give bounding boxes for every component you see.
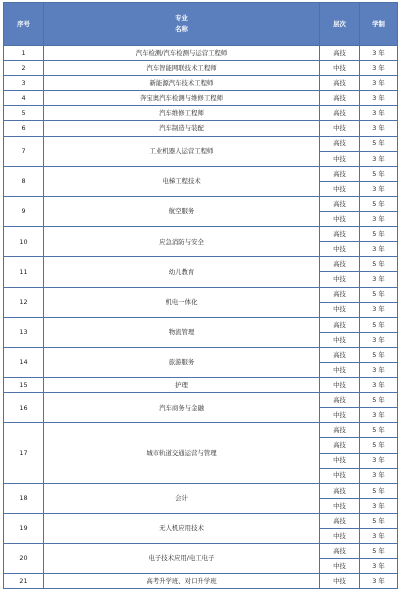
cell-level: 高技 [320,227,360,242]
cell-years: 5 年 [360,393,398,408]
table-row [4,61,398,76]
cell-seq: 4 [4,91,44,106]
cell-level: 中技 [320,242,360,257]
cell-level: 高技 [320,347,360,362]
cell-seq: 14 [4,347,44,377]
cell-seq: 17 [4,423,44,483]
cell-years: 5 年 [360,438,398,453]
table-row [4,76,398,91]
cell-major-name: 航空服务 [44,196,320,226]
table-body [4,46,398,589]
cell-major-name: 汽车智能网联技术工程师 [44,61,320,76]
cell-years: 3 年 [360,106,398,121]
cell-level: 高技 [320,136,360,151]
cell-major-name: 汽车维修工程师 [44,106,320,121]
cell-level: 中技 [320,453,360,468]
cell-years: 5 年 [360,483,398,498]
cell-years: 3 年 [360,332,398,347]
cell-major-name: 汽车检测/汽车检测与运营工程师 [44,46,320,61]
table-row [4,136,398,151]
cell-level: 高技 [320,423,360,438]
cell-level: 中技 [320,61,360,76]
cell-seq: 20 [4,544,44,574]
table-row [4,393,398,408]
cell-major-name: 城市轨道交通运营与管理 [44,423,320,483]
cell-seq: 3 [4,76,44,91]
cell-level: 高技 [320,166,360,181]
cell-major-name: 汽车制造与装配 [44,121,320,136]
majors-table [3,2,398,589]
cell-level: 高技 [320,91,360,106]
cell-level: 高技 [320,513,360,528]
table-row [4,46,398,61]
cell-level: 中技 [320,332,360,347]
cell-years: 5 年 [360,196,398,211]
table-row [4,106,398,121]
cell-years: 3 年 [360,498,398,513]
cell-level: 中技 [320,151,360,166]
cell-years: 3 年 [360,61,398,76]
table-row [4,196,398,211]
cell-years: 5 年 [360,136,398,151]
cell-major-name: 工业机器人运营工程师 [44,136,320,166]
cell-level: 高技 [320,483,360,498]
cell-level: 中技 [320,362,360,377]
cell-seq: 5 [4,106,44,121]
cell-major-name: 物流管理 [44,317,320,347]
table-row [4,91,398,106]
cell-seq: 13 [4,317,44,347]
cell-major-name: 会计 [44,483,320,513]
header-major [44,3,320,46]
cell-major-name: 幼儿教育 [44,257,320,287]
cell-seq: 18 [4,483,44,513]
cell-years: 3 年 [360,408,398,423]
cell-level: 中技 [320,212,360,227]
cell-seq: 16 [4,393,44,423]
cell-seq: 6 [4,121,44,136]
cell-seq: 2 [4,61,44,76]
cell-years: 3 年 [360,46,398,61]
cell-years: 3 年 [360,362,398,377]
cell-years: 3 年 [360,559,398,574]
cell-years: 5 年 [360,513,398,528]
header-seq: 序号 [4,3,44,46]
cell-major-name: 奔宝奥汽车检测与维修工程师 [44,91,320,106]
header-level: 层次 [320,3,360,46]
cell-level: 高技 [320,438,360,453]
table-row [4,257,398,272]
cell-years: 3 年 [360,181,398,196]
cell-major-name: 电梯工程技术 [44,166,320,196]
cell-level: 中技 [320,574,360,589]
cell-level: 中技 [320,529,360,544]
cell-years: 3 年 [360,378,398,393]
table-row [4,544,398,559]
cell-major-name: 应急消防与安全 [44,227,320,257]
cell-seq: 1 [4,46,44,61]
cell-level: 中技 [320,559,360,574]
cell-years: 5 年 [360,227,398,242]
cell-seq: 9 [4,196,44,226]
table-row [4,121,398,136]
table-row [4,287,398,302]
cell-level: 高技 [320,317,360,332]
header-major-line1: 专业 [175,14,188,22]
table-row [4,227,398,242]
cell-level: 中技 [320,181,360,196]
cell-years: 3 年 [360,272,398,287]
cell-major-name: 机电一体化 [44,287,320,317]
cell-major-name: 高考升学班、对口升学班 [44,574,320,589]
cell-level: 中技 [320,272,360,287]
cell-years: 3 年 [360,302,398,317]
cell-years: 5 年 [360,317,398,332]
cell-years: 5 年 [360,257,398,272]
cell-major-name: 护理 [44,378,320,393]
cell-major-name: 新能源汽车技术工程师 [44,76,320,91]
cell-major-name: 汽车商务与金融 [44,393,320,423]
table-row [4,347,398,362]
cell-level: 高技 [320,46,360,61]
cell-seq: 19 [4,513,44,543]
cell-level: 高技 [320,287,360,302]
cell-major-name: 无人机应用技术 [44,513,320,543]
header-major-line2: 名称 [175,25,188,33]
cell-years: 5 年 [360,287,398,302]
cell-seq: 7 [4,136,44,166]
cell-years: 3 年 [360,574,398,589]
cell-level: 高技 [320,257,360,272]
table-row [4,513,398,528]
cell-seq: 11 [4,257,44,287]
cell-years: 3 年 [360,453,398,468]
cell-years: 3 年 [360,76,398,91]
table-row [4,423,398,438]
cell-seq: 15 [4,378,44,393]
table-row [4,378,398,393]
table-row [4,166,398,181]
cell-level: 中技 [320,468,360,483]
cell-level: 高技 [320,393,360,408]
table-row [4,574,398,589]
cell-level: 中技 [320,378,360,393]
cell-level: 高技 [320,196,360,211]
cell-years: 5 年 [360,423,398,438]
header-years: 学制 [360,3,398,46]
cell-years: 3 年 [360,242,398,257]
cell-seq: 10 [4,227,44,257]
cell-level: 中技 [320,408,360,423]
cell-level: 中技 [320,121,360,136]
table-row [4,483,398,498]
cell-years: 3 年 [360,151,398,166]
cell-seq: 8 [4,166,44,196]
cell-seq: 12 [4,287,44,317]
cell-years: 3 年 [360,212,398,227]
cell-major-name: 旅游服务 [44,347,320,377]
cell-years: 3 年 [360,529,398,544]
cell-level: 高技 [320,544,360,559]
cell-years: 5 年 [360,166,398,181]
cell-seq: 21 [4,574,44,589]
table-row [4,317,398,332]
cell-level: 中技 [320,302,360,317]
cell-years: 5 年 [360,544,398,559]
cell-years: 5 年 [360,347,398,362]
cell-years: 3 年 [360,91,398,106]
cell-level: 中技 [320,498,360,513]
cell-years: 3 年 [360,121,398,136]
table-header-row [4,3,398,46]
cell-level: 高技 [320,106,360,121]
cell-years: 3 年 [360,468,398,483]
cell-major-name: 电子技术应用/电工电子 [44,544,320,574]
cell-level: 高技 [320,76,360,91]
